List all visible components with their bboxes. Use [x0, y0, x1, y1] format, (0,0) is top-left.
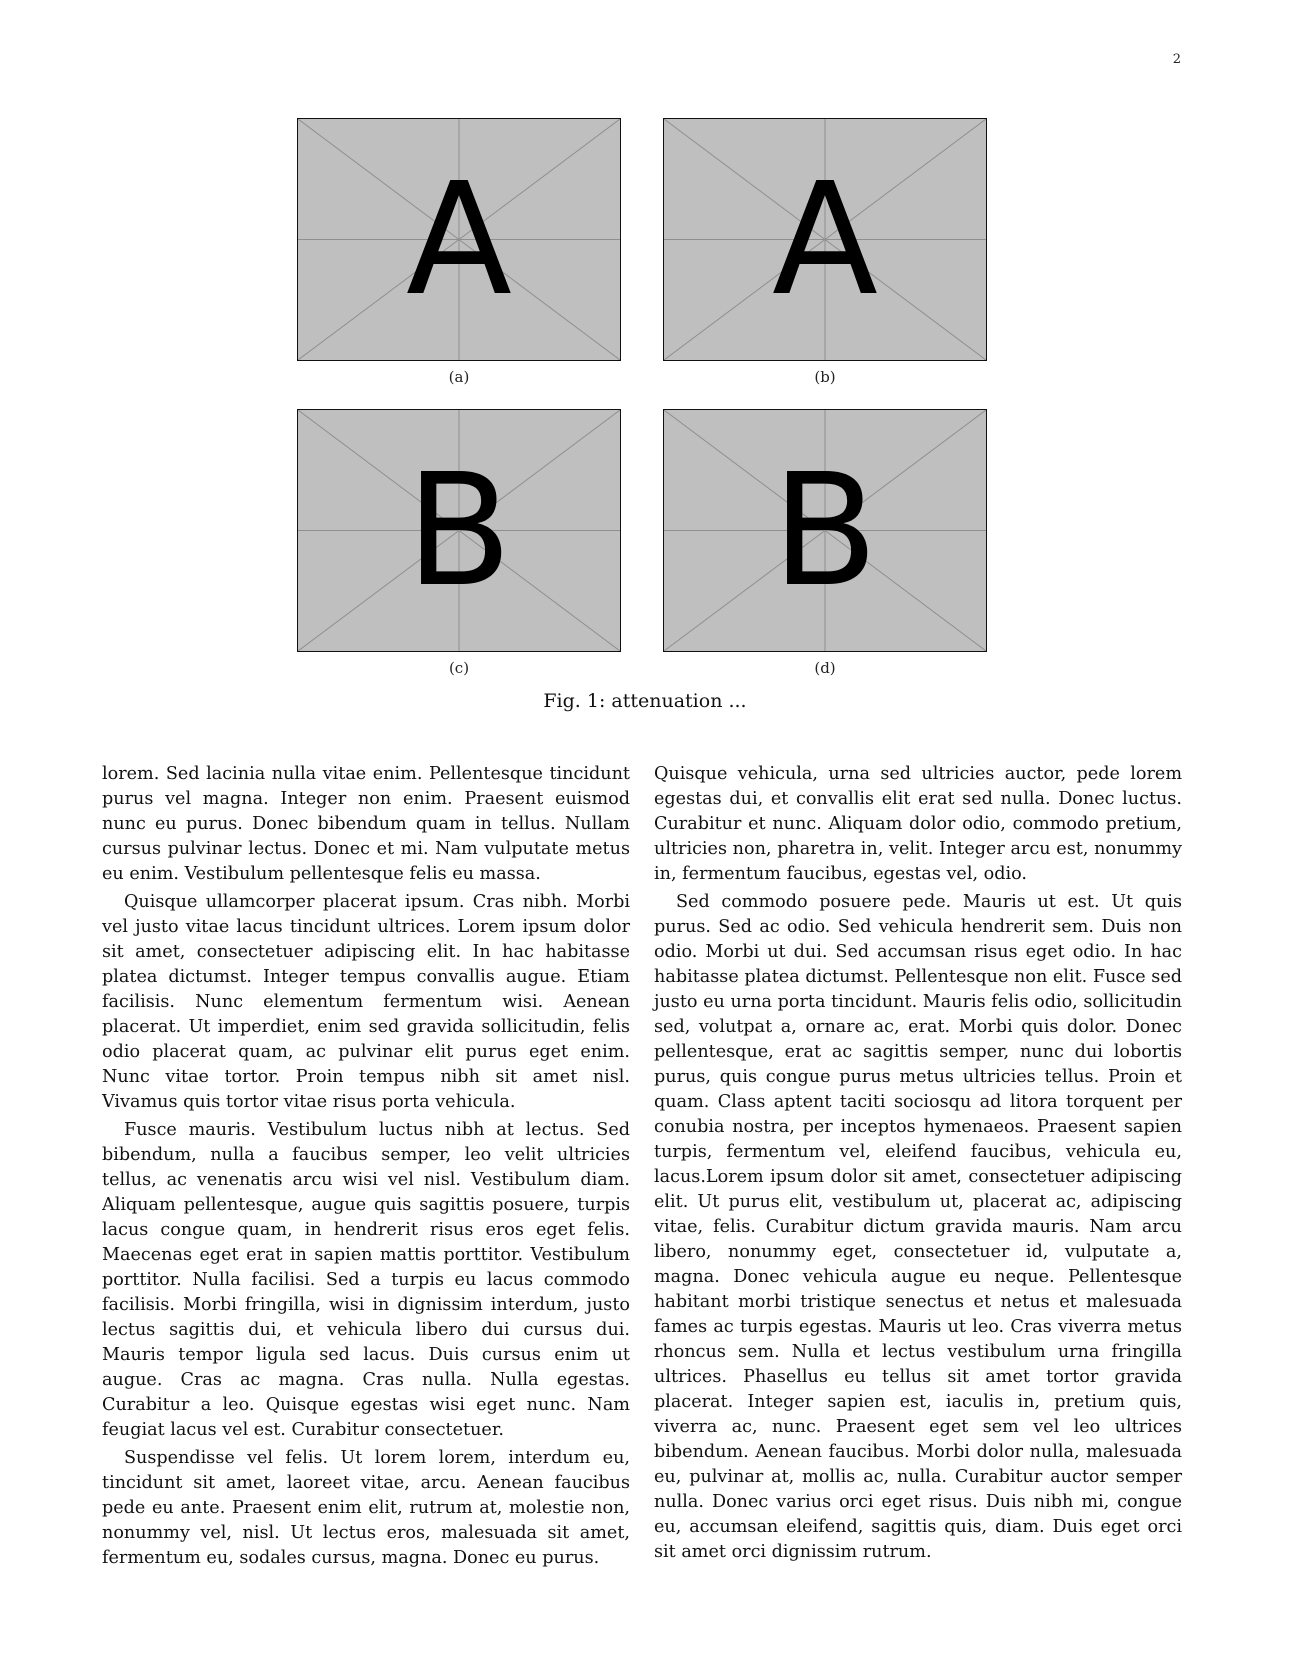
body-text: [102, 762, 1182, 1582]
paragraph: Fusce mauris. Vestibulum luctus nibh at lectus. Sed bibendum, nulla a faucibus semper, leo velit ultricies tellus, ac venenatis arcu wisi vel nisl. Vestibulum diam. Aliquam pellentesque, augue quis sagittis posuere, turpis lacus congue quam, in hendrerit risus eros eget felis. Maecenas eget erat in sapien mattis porttitor. Vestibulum porttitor. Nulla facilisi. Sed a turpis eu lacus commodo facilisis. Morbi fringilla, wisi in dignissim interdum, justo lectus sagittis dui, et vehicula libero dui cursus dui. Mauris tempor ligula sed lacus. Duis cursus enim ut augue. Cras ac magna. Cras nulla. Nulla egestas. Curabitur a leo. Quisque egestas wisi eget nunc. Nam feugiat lacus vel est. Curabitur consectetuer.: [102, 1120, 630, 1440]
panel-letter: B: [405, 440, 513, 621]
subfigure-label: (a): [448, 368, 470, 386]
subfigure-label: (c): [448, 659, 470, 677]
panel-letter: B: [771, 440, 879, 621]
figure-panel-b: [663, 118, 987, 361]
subfigure-label: (b): [814, 368, 836, 386]
figure-caption: Fig. 1: attenuation ...: [543, 690, 747, 712]
paragraph: Quisque ullamcorper placerat ipsum. Cras nibh. Morbi vel justo vitae lacus tincidunt ultrices. Lorem ipsum dolor sit amet, consectetuer adipiscing elit. In hac habitasse platea dictumst. Integer tempus convallis augue. Etiam facilisis. Nunc elementum fermentum wisi. Aenean placerat. Ut imperdiet, enim sed gravida sollicitudin, felis odio placerat quam, ac pulvinar elit purus eget enim. Nunc vitae tortor. Proin tempus nibh sit amet nisl. Vivamus quis tortor vitae risus porta vehicula.: [102, 892, 630, 1112]
paragraph: lorem. Sed lacinia nulla vitae enim. Pellentesque tincidunt purus vel magna. Integer non enim. Praesent euismod nunc eu purus. Donec bibendum quam in tellus. Nullam cursus pulvinar lectus. Donec et mi. Nam vulputate metus eu enim. Vestibulum pellentesque felis eu massa.: [102, 764, 630, 884]
figure-panel-a: [297, 118, 621, 361]
panel-letter: A: [405, 149, 513, 330]
subfigure-label: (d): [814, 659, 836, 677]
page-number: 2: [1172, 52, 1181, 67]
panel-letter: A: [771, 149, 879, 330]
figure-panel-c: [297, 409, 621, 652]
paragraph: Sed commodo posuere pede. Mauris ut est. Ut quis purus. Sed ac odio. Sed vehicula hendrerit sem. Duis non odio. Morbi ut dui. Sed accumsan risus eget odio. In hac habitasse platea dictumst. Pellentesque non elit. Fusce sed justo eu urna porta tincidunt. Mauris felis odio, sollicitudin sed, volutpat a, ornare ac, erat. Morbi quis dolor. Donec pellentesque, erat ac sagittis semper, nunc dui lobortis purus, quis congue purus metus ultricies tellus. Proin et quam. Class aptent taciti sociosqu ad litora torquent per conubia nostra, per inceptos hymenaeos. Praesent sapien turpis, fermentum vel, eleifend faucibus, vehicula eu, lacus.Lorem ipsum dolor sit amet, consectetuer adipiscing elit. Ut purus elit, vestibulum ut, placerat ac, adipiscing vitae, felis. Curabitur dictum gravida mauris. Nam arcu libero, nonummy eget, consectetuer id, vulputate a, magna. Donec vehicula augue eu neque. Pellentesque habitant morbi tristique senectus et netus et malesuada fames ac turpis egestas. Mauris ut leo. Cras viverra metus rhoncus sem. Nulla et lectus vestibulum urna fringilla ultrices. Phasellus eu tellus sit amet tortor gravida placerat. Integer sapien est, iaculis in, pretium quis, viverra ac, nunc. Praesent eget sem vel leo ultrices bibendum. Aenean faucibus. Morbi dolor nulla, malesuada eu, pulvinar at, mollis ac, nulla. Curabitur auctor semper nulla. Donec varius orci eget risus. Duis nibh mi, congue eu, accumsan eleifend, sagittis quis, diam. Duis eget orci sit amet orci dignissim rutrum.: [654, 892, 1182, 1562]
right-column: [654, 762, 1182, 1582]
figure-panel-d: [663, 409, 987, 652]
left-column: [102, 762, 630, 1582]
paragraph: Quisque vehicula, urna sed ultricies auctor, pede lorem egestas dui, et convallis elit erat sed nulla. Donec luctus. Curabitur et nunc. Aliquam dolor odio, commodo pretium, ultricies non, pharetra in, velit. Integer arcu est, nonummy in, fermentum faucibus, egestas vel, odio.: [654, 764, 1182, 884]
paragraph: Suspendisse vel felis. Ut lorem lorem, interdum eu, tincidunt sit amet, laoreet vitae, arcu. Aenean faucibus pede eu ante. Praesent enim elit, rutrum at, molestie non, nonummy vel, nisl. Ut lectus eros, malesuada sit amet, fermentum eu, sodales cursus, magna. Donec eu purus.: [102, 1448, 630, 1568]
